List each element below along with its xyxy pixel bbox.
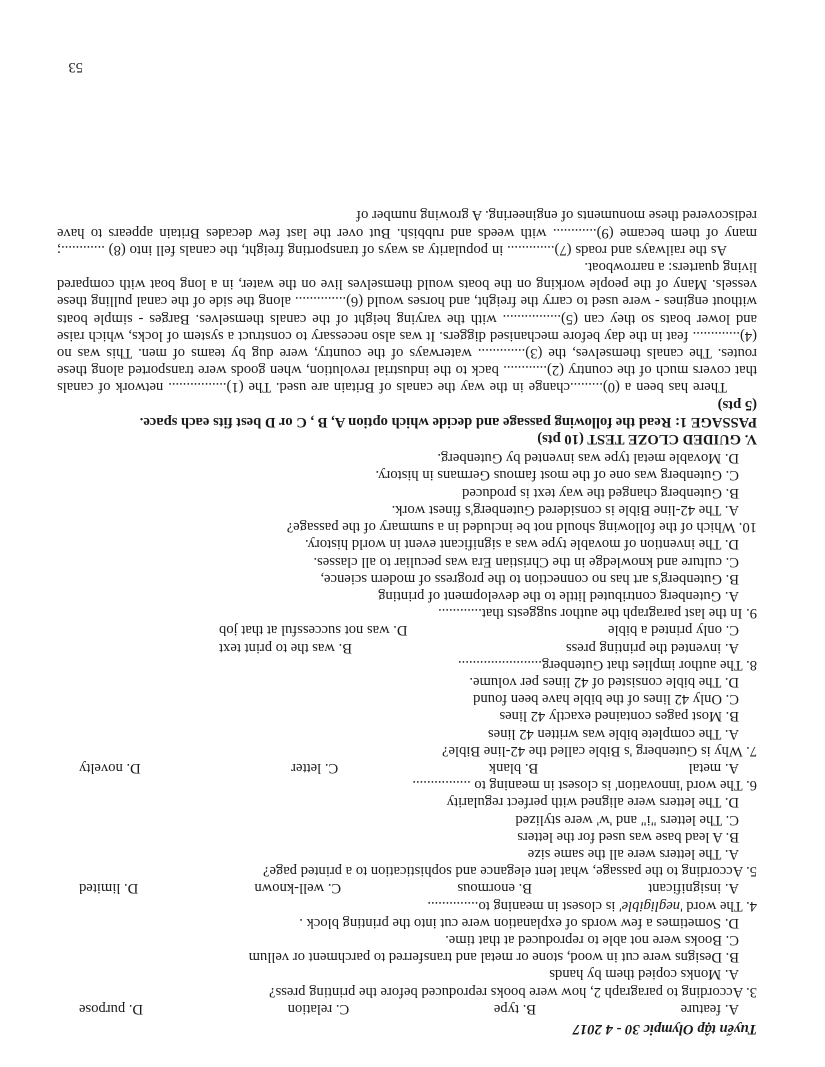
q4-options xyxy=(79,879,739,896)
question-stem: 9. In the last paragraph the author suggests that............ xyxy=(438,605,757,622)
option-b: B. was the to print text xyxy=(219,639,352,656)
option-d: D. was not successful at that job xyxy=(219,622,408,639)
question-4 xyxy=(57,879,757,913)
option-b: B. Gutenberg's art has no connection to the progress of modern science, xyxy=(320,570,739,587)
passage-paragraph: There has been a (0).........change in the way the canals of Britain are used. The (1)................ network of canals that covers much of the country (2)............ back to the industrial revolution, when goods were transported along these routes. The canals themselves, the (3)............. waterways of the country, were dug by teams of men. This was no (4)............. feat in the day before mechanised diggers. It was also necessary to construct a system of locks, which raise and lower boats so they can (5)................ with the varying height of the canals themselves. Barges - simple boats without engines - were used to carry the freight, and horses would (6).............. along the side of the canal pulling these vessels. Many of the people working on the boats would themselves live on the water, in a long boat with compared living quarters: a narrowboat. xyxy=(57,259,757,396)
page-number: 53 xyxy=(68,59,83,75)
option-a: A. The complete bible was written 42 lines xyxy=(487,725,739,742)
option-a: A. invented the printing press xyxy=(565,639,739,656)
option-c: C. letter xyxy=(291,759,339,776)
question-6 xyxy=(57,759,757,793)
option-b: B. blank xyxy=(488,759,539,776)
option-b: B. Most pages contained exactly 42 lines xyxy=(499,708,739,725)
option-b: B. A lead base was used for the letters xyxy=(517,828,739,845)
question-8 xyxy=(57,621,757,673)
option-c: C. relation xyxy=(287,1000,350,1017)
option-d: D. purpose xyxy=(79,1000,144,1017)
passage-points: (5 pts) xyxy=(717,396,757,413)
stem-pre: 4. The word ' xyxy=(680,897,757,914)
question-stem: 5. According to the passage, what lent elegance and sophistication to a printed page? xyxy=(263,863,757,880)
passage-paragraph: As the railways and roads (7)............. in popularity as ways of transporting freight, the canals fell into (8) ............; many of them became (9)............ with weeds and rubbish. But over the last few decades Britain appears to have rediscovered these monuments of engineering. A growing number of xyxy=(57,207,757,258)
question-stem: 3. According to paragraph 2, how were books reproduced before the printing press? xyxy=(269,983,757,1000)
stem-word: negligible xyxy=(621,897,681,914)
question-stem: 7. Why is Gutenberg 's Bible called the 42-line Bible? xyxy=(442,742,757,759)
option-a: A. metal xyxy=(688,759,739,776)
question-stem: 10. Which of the following should not be included in a summary of the passage? xyxy=(286,519,757,536)
q8-options-cd xyxy=(219,621,739,638)
q2-options xyxy=(79,1000,739,1017)
q8-options-ab xyxy=(219,638,739,655)
option-d: D. Sometimes a few words of explanation were cut into the printing block . xyxy=(299,914,739,931)
option-d: D. The letters were aligned with perfect regularity xyxy=(446,794,739,811)
option-d: D. limited xyxy=(79,880,139,897)
option-b: B. Designs were cut in wood, stone or metal and transferred to parchment or vellum xyxy=(248,949,739,966)
question-stem: 6. The word 'innovation' is closest in meaning to ................ xyxy=(412,777,757,794)
option-b: B. enormous xyxy=(457,880,532,897)
option-d: D. novelty xyxy=(79,759,141,776)
question-9 xyxy=(57,535,757,621)
option-c: C. Gutenberg was one of the most famous Germans in history. xyxy=(375,467,739,484)
option-b: B. type xyxy=(493,1000,537,1017)
question-10 xyxy=(57,449,757,535)
option-d: D. Movable metal type was invented by Gutenberg. xyxy=(437,450,739,467)
option-d: D. The invention of movable type was a significant event in world history. xyxy=(304,536,739,553)
question-stem xyxy=(57,896,757,913)
section-title: V. GUIDED CLOZE TEST (10 pts) xyxy=(537,431,757,448)
question-5 xyxy=(57,793,757,879)
question-3 xyxy=(57,914,757,1000)
option-c: C. Books were not able to reproduced at that time. xyxy=(445,931,739,948)
option-a: A. Monks copied them by hands xyxy=(549,966,739,983)
option-a: A. Gutenberg contributed little to the development of printing xyxy=(378,587,739,604)
page-content xyxy=(57,206,757,1037)
option-c: C. The letters "i" and 'w' were stylized xyxy=(515,811,739,828)
question-stem: 8. The author implies that Gutenberg....................... xyxy=(458,656,757,673)
option-c: C. culture and knowledge in the Christian Era was peculiar to all classes. xyxy=(313,553,739,570)
question-7 xyxy=(57,673,757,759)
option-a: A. insignificant xyxy=(648,880,739,897)
option-c: C. only printed a bible xyxy=(608,622,739,639)
option-b: B. Gutenberg changed the way text is produced xyxy=(462,484,739,501)
option-a: A. feature xyxy=(680,1000,739,1017)
option-a: A. The 42-line Bible is considered Gutenberg's finest work. xyxy=(391,501,739,518)
option-d: D. The bible consisted of 42 lines per volume. xyxy=(469,673,739,690)
option-c: C. well-known xyxy=(254,880,342,897)
option-c: C. Only 42 lines of the bible have been found xyxy=(473,691,739,708)
passage-title: PASSAGE 1: Read the following passage and decide which option A, B , C or D best fits each space. xyxy=(139,413,757,430)
q6-options xyxy=(79,759,739,776)
stem-post: ' is closest in meaning to.............. xyxy=(427,897,622,914)
option-a: A. The letters were all the same size xyxy=(527,845,739,862)
page-header: Tuyển tập Olympic 30 - 4 2017 xyxy=(572,1021,757,1037)
